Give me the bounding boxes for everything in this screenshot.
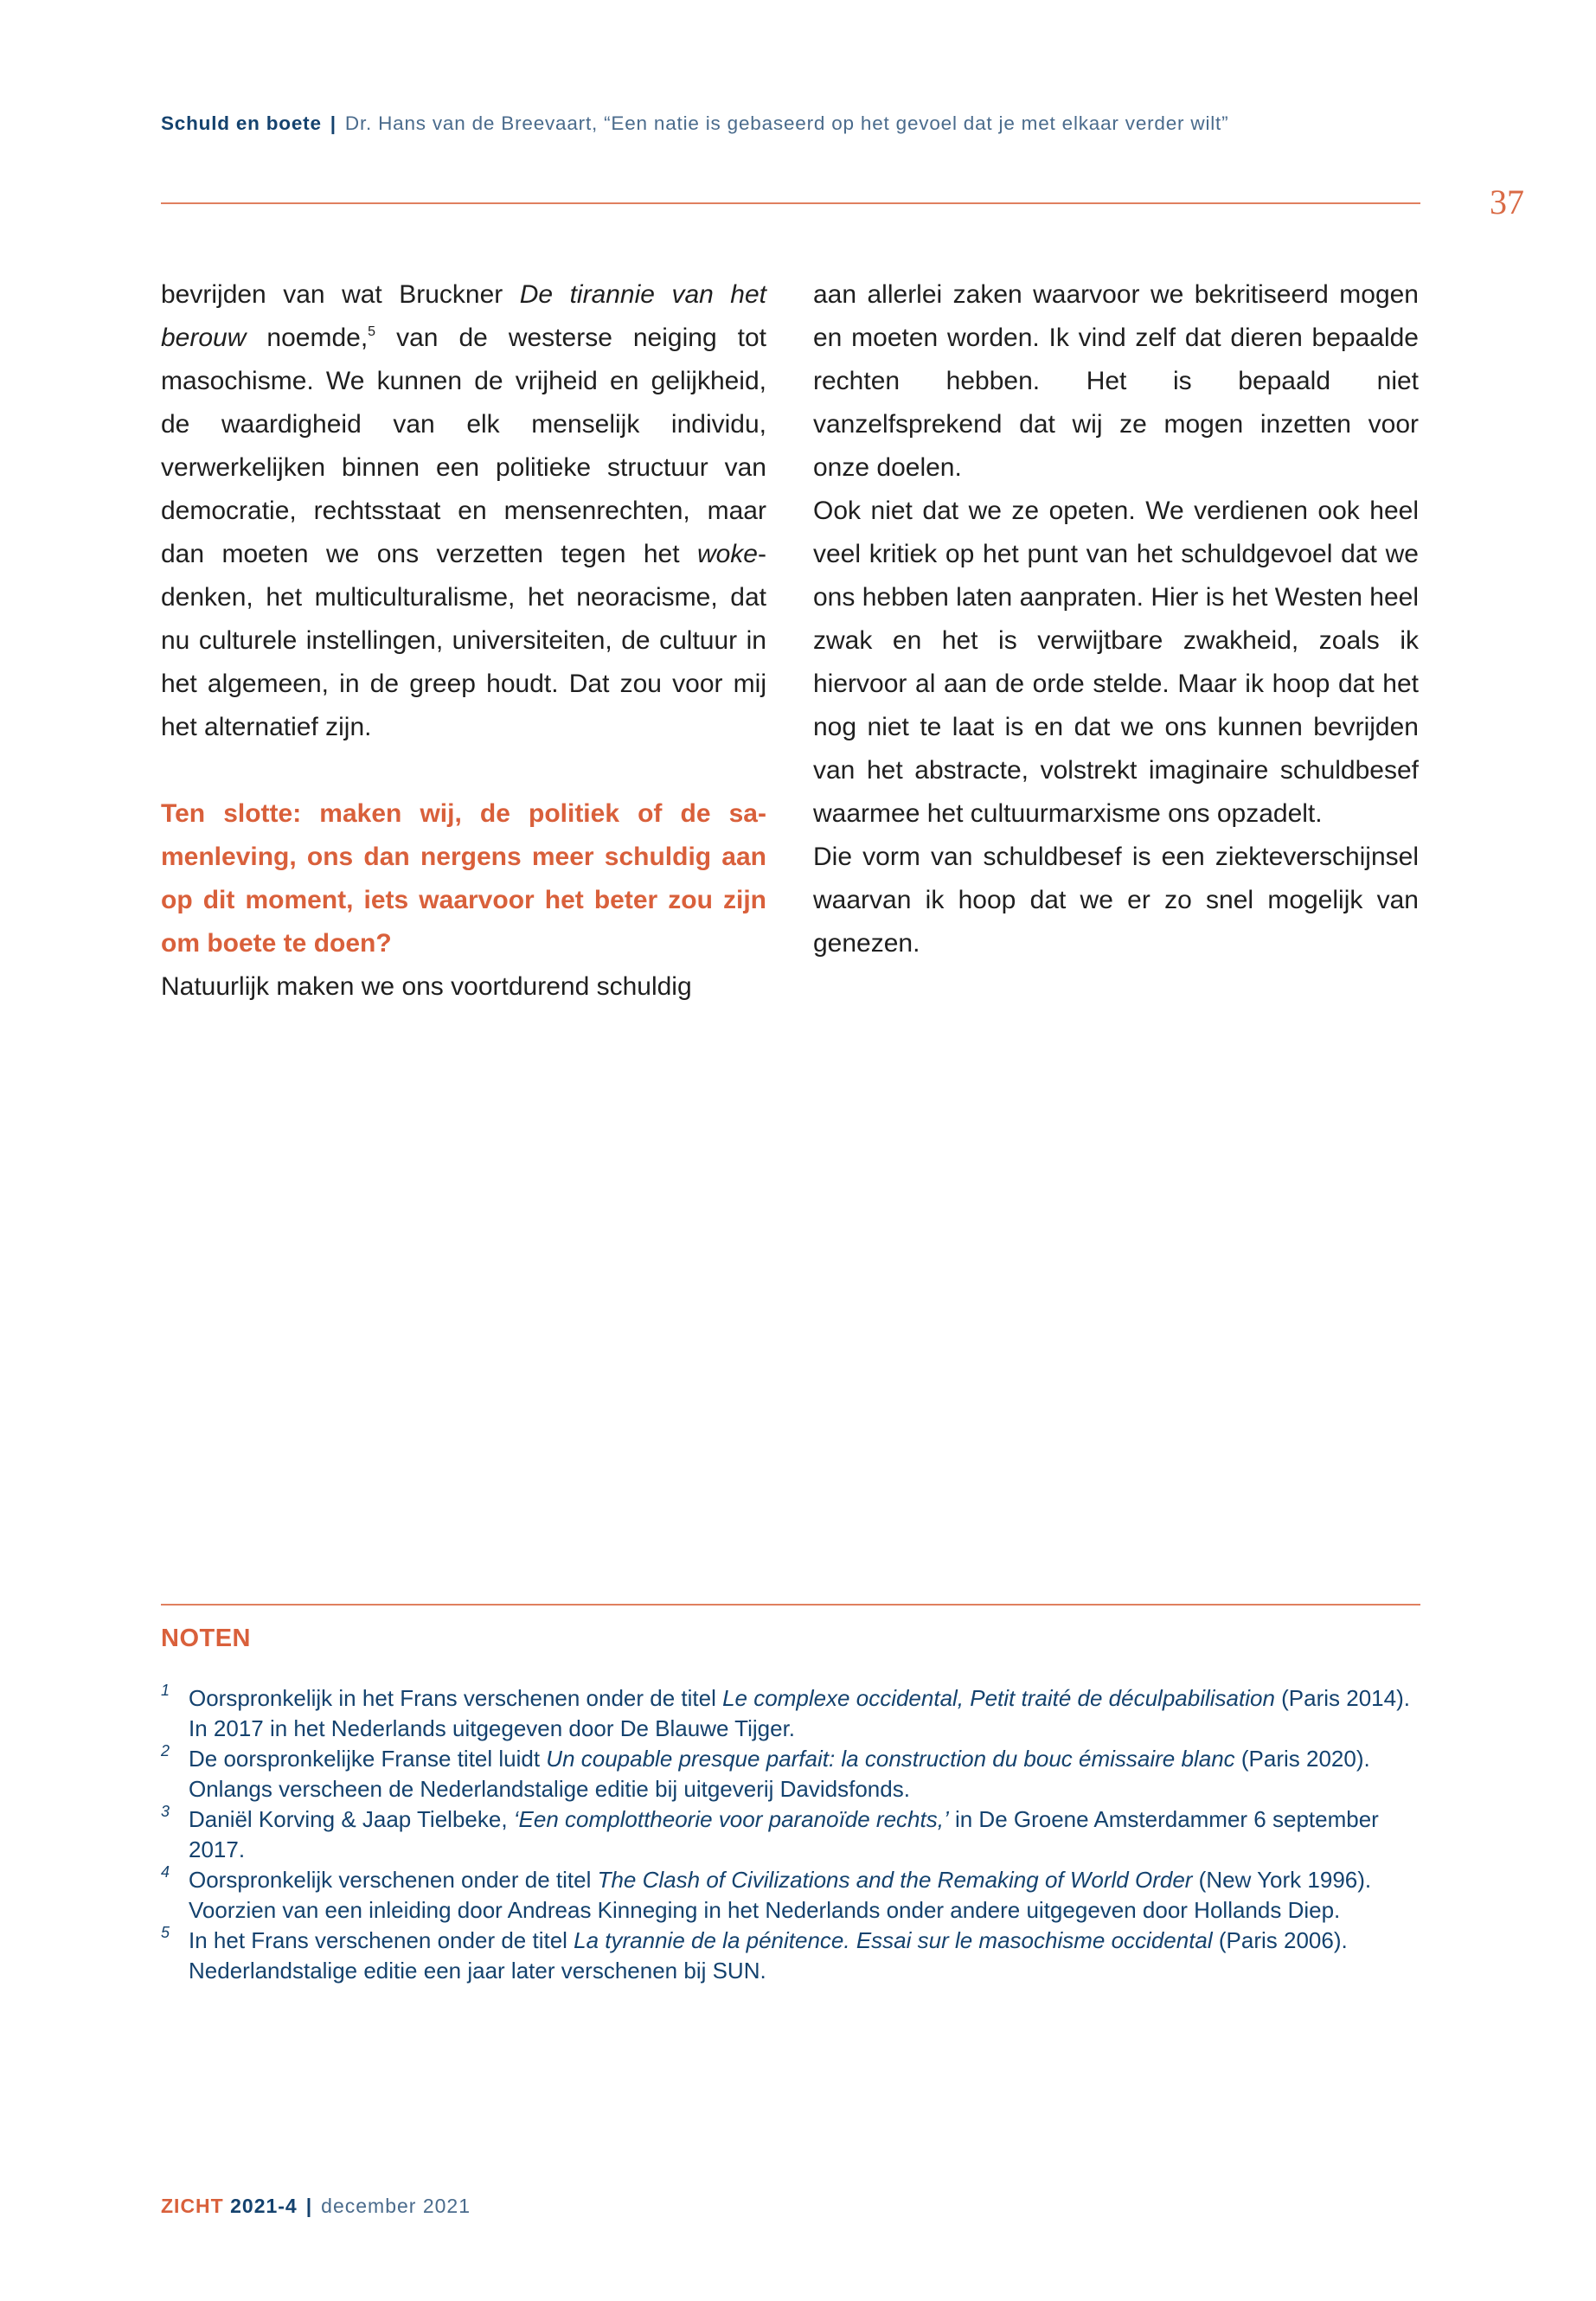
footer-brand: ZICHT [161,2195,224,2217]
article-title: Dr. Hans van de Breevaart, “Een natie is gebaseerd op het gevoel dat je met elkaar verder wilt” [344,112,1229,134]
notes-list [161,1683,1420,1986]
left-column [161,273,766,1009]
footnote-number: 2 [161,1742,170,1759]
footnote-number: 1 [161,1682,170,1699]
paragraph: Natuurlijk maken we ons voortdurend schuldig [161,972,692,1001]
header-separator: | [330,112,337,134]
running-head [161,112,1424,135]
paragraph: Die vorm van schuldbesef is een ziekteverschijnsel waarvan ik hoop dat we er zo snel mogelijk van genezen. [813,843,1419,958]
footnote: 2 De oorspronkelijke Franse titel luidt Un coupable presque parfait: la construction du bouc émissaire blanc (Paris 2020). Onlangs verscheen de Nederlandstalige editie bij uitgeverij Davidsfonds. [161,1744,1420,1804]
right-column [813,273,1419,965]
footnote: 4 Oorspronkelijk verschenen onder de titel The Clash of Civilizations and the Remaking of World Order (New York 1996). Voorzien van een inleiding door Andreas Kinneging in het Nederlands onder andere uitgegeven door Hollands Diep. [161,1865,1420,1926]
footnote-number: 5 [161,1924,170,1941]
footnote-ref[interactable]: 5 [368,324,376,339]
footer-issue: 2021-4 [230,2195,298,2217]
paragraph: bevrijden van wat Bruckner De tirannie van het berouw noemde,$^5$ van de westerse neiging tot masochisme. We kunnen de vrijheid en gelijkheid, de waardigheid van elk menselijk individu, verwerkelijken binnen een politieke structuur van democratie, rechtsstaat en mensenrechten, maar dan moeten we ons verzetten tegen het woke-denken, het multiculturalisme, het neoracisme, dat nu culturele instellingen, universiteiten, de cultuur in het algemeen, in de greep houdt. Dat zou voor mij het alternatief zijn. [161,280,766,741]
footer-separator: | [305,2195,313,2217]
interview-question: Ten slotte: maken wij, de politiek of de samenleving, ons dan nergens meer schuldig aan op dit moment, iets waarvoor het beter zou zijn om boete te doen? [161,799,766,958]
notes-rule [161,1604,1420,1606]
paragraph: Ook niet dat we ze opeten. We verdienen ook heel veel kritiek op het punt van het schuldgevoel dat we ons hebben laten aanpraten. Hier is het Westen heel zwak en het is verwijtbare zwakheid, zoals ik hiervoor al aan de orde stelde. Maar ik hoop dat het nog niet te laat is en dat we ons kunnen bevrijden van het abstracte, volstrekt imaginaire schuldbesef waarmee het cultuurmarxisme ons opzadelt. [813,497,1419,828]
footer [161,2195,471,2218]
footnote: 5 In het Frans verschenen onder de titel La tyrannie de la pénitence. Essai sur le masochisme occidental (Paris 2006). Nederlandstalige editie een jaar later verschenen bij SUN. [161,1926,1420,1986]
section-title: Schuld en boete [161,112,322,134]
page-number: 37 [1490,183,1524,221]
header-rule [161,202,1420,204]
notes-title: NOTEN [161,1625,251,1652]
footnote-number: 4 [161,1863,170,1881]
footnote-number: 3 [161,1803,170,1820]
footer-date: december 2021 [321,2195,471,2217]
footnote: 3 Daniël Korving & Jaap Tielbeke, ‘Een complottheorie voor paranoïde rechts,’ in De Groene Amsterdammer 6 september 2017. [161,1804,1420,1865]
book-title: De tirannie van het berouw [161,280,766,352]
paragraph: aan allerlei zaken waarvoor we bekritiseerd mogen en moeten worden. Ik vind zelf dat dieren bepaalde rechten hebben. Het is bepaald niet vanzelfsprekend dat wij ze mogen inzetten voor onze doelen. [813,280,1419,482]
footnote: 1 Oorspronkelijk in het Frans verschenen onder de titel Le complexe occidental, Petit traité de déculpabilisation (Paris 2014). In 2017 in het Nederlands uitgegeven door De Blauwe Tijger. [161,1683,1420,1744]
